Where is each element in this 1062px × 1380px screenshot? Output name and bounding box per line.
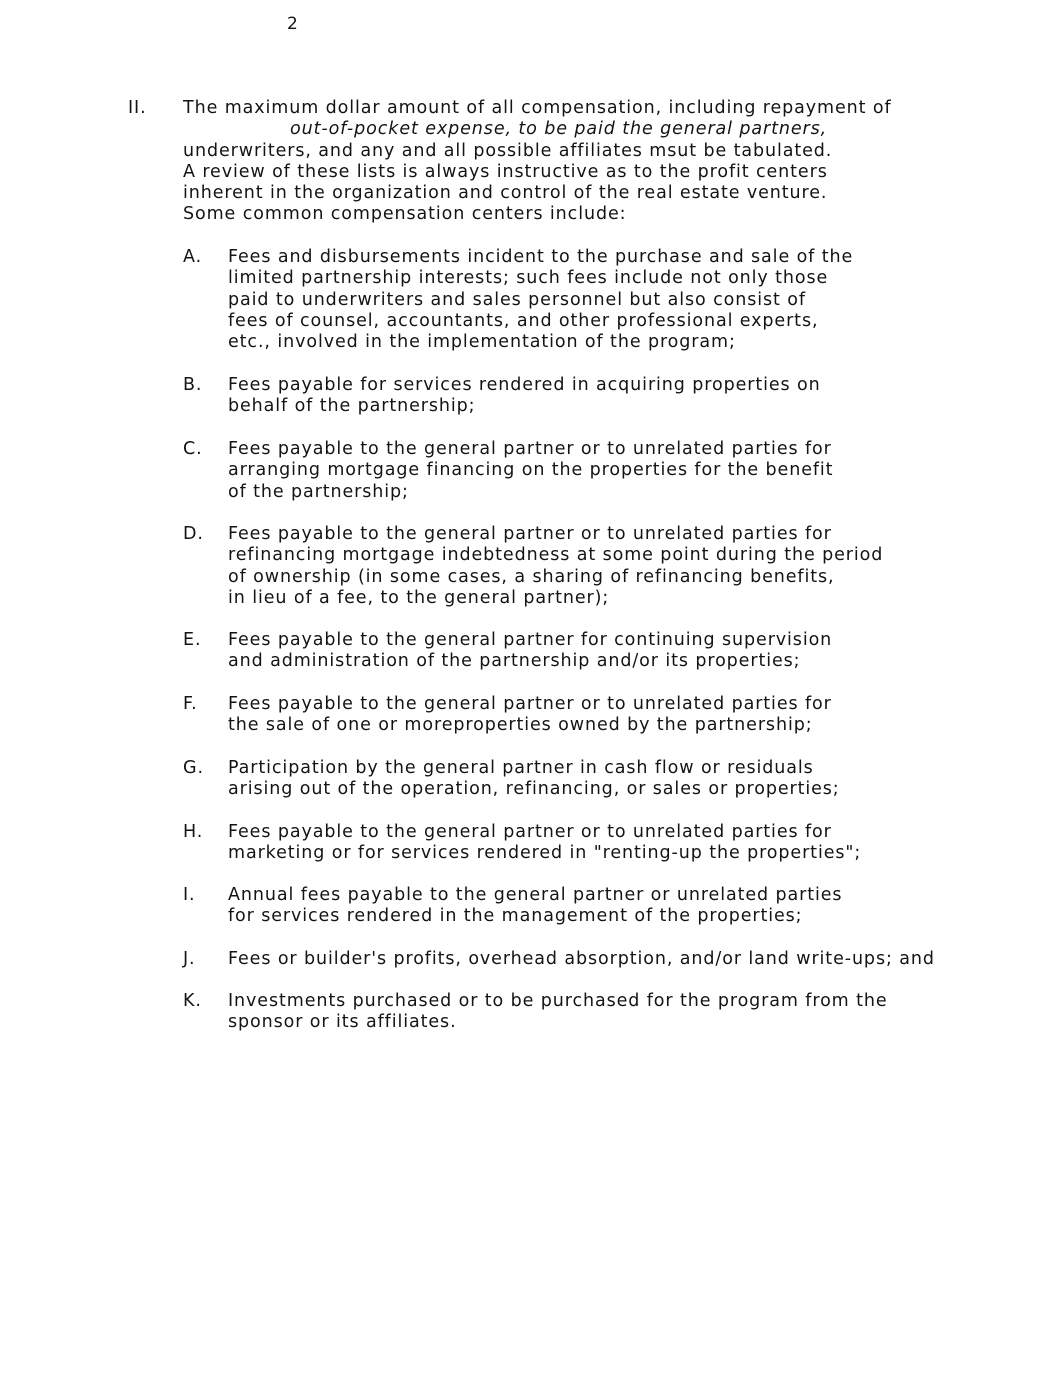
item-line: Fees payable to the general partner or to unrelated parties for	[228, 439, 832, 459]
item-letter: I.	[183, 885, 196, 905]
item-line: for services rendered in the management of the properties;	[228, 906, 803, 927]
item-line: Investments purchased or to be purchased for the program from the	[228, 991, 888, 1011]
item-line: the sale of one or moreproperties owned by the partnership;	[228, 715, 813, 736]
item-line: Fees payable for services rendered in acquiring properties on	[228, 375, 821, 395]
item-line: Fees and disbursements incident to the purchase and sale of the	[228, 247, 854, 267]
item-line: refinancing mortgage indebtedness at some point during the period	[228, 545, 884, 566]
item-letter: G.	[183, 758, 204, 778]
item-line: etc., involved in the implementation of the program;	[228, 332, 736, 353]
item-letter: D.	[183, 524, 204, 544]
item-line: in lieu of a fee, to the general partner);	[228, 587, 610, 608]
item-line: arising out of the operation, refinancing, or sales or properties;	[228, 779, 840, 800]
list-item	[183, 247, 1053, 353]
intro-line: A review of these lists is always instructive as to the profit centers	[183, 161, 828, 182]
list-item	[183, 991, 1053, 1034]
item-line: of the partnership;	[228, 481, 409, 502]
item-line: Fees payable to the general partner or to unrelated parties for	[228, 524, 832, 544]
item-letter: H.	[183, 822, 204, 842]
item-line: Participation by the general partner in cash flow or residuals	[228, 758, 814, 778]
item-line: Fees payable to the general partner or to unrelated parties for	[228, 694, 832, 714]
page-number: 2	[287, 14, 299, 34]
item-letter: A.	[183, 247, 203, 267]
item-line: marketing or for services rendered in "renting-up the properties";	[228, 843, 862, 864]
list-item	[183, 439, 1053, 503]
list-item	[183, 375, 1053, 418]
item-line: and administration of the partnership and/or its properties;	[228, 651, 801, 672]
list-item	[183, 949, 1053, 970]
section-number: II.	[128, 98, 147, 118]
item-line: Annual fees payable to the general partner or unrelated parties	[228, 885, 843, 905]
list-item	[183, 630, 1053, 673]
item-line: Fees payable to the general partner or to unrelated parties for	[228, 822, 832, 842]
intro-line: The maximum dollar amount of all compensation, including repayment of	[183, 98, 892, 118]
item-letter: F.	[183, 694, 198, 714]
item-line: of ownership (in some cases, a sharing of refinancing benefits,	[228, 566, 835, 587]
item-letter: K.	[183, 991, 202, 1011]
item-letter: C.	[183, 439, 203, 459]
intro-line: underwriters, and any and all possible affiliates msut be tabulated.	[183, 140, 833, 161]
intro-line: inherent in the organization and control of the real estate venture.	[183, 183, 828, 204]
item-line: paid to underwriters and sales personnel but also consist of	[228, 289, 806, 310]
item-line: arranging mortgage financing on the properties for the benefit	[228, 460, 834, 481]
intro-line: Some common compensation centers include:	[183, 204, 627, 225]
list-item	[183, 694, 1053, 737]
list-item	[183, 885, 1053, 928]
item-line: Fees payable to the general partner for continuing supervision	[228, 630, 833, 650]
item-line: behalf of the partnership;	[228, 396, 476, 417]
item-letter: J.	[183, 949, 196, 969]
intro-line: out-of-pocket expense, to be paid the general partners,	[290, 119, 828, 140]
item-letter: E.	[183, 630, 202, 650]
item-line: Fees or builder's profits, overhead absorption, and/or land write-ups; and	[228, 949, 935, 969]
list-item	[183, 758, 1053, 801]
section-intro	[183, 98, 983, 226]
list-item	[183, 822, 1053, 865]
list-item	[183, 524, 1053, 609]
item-letter: B.	[183, 375, 203, 395]
item-line: fees of counsel, accountants, and other professional experts,	[228, 310, 819, 331]
item-line: sponsor or its affiliates.	[228, 1012, 457, 1033]
item-line: limited partnership interests; such fees include not only those	[228, 268, 829, 289]
